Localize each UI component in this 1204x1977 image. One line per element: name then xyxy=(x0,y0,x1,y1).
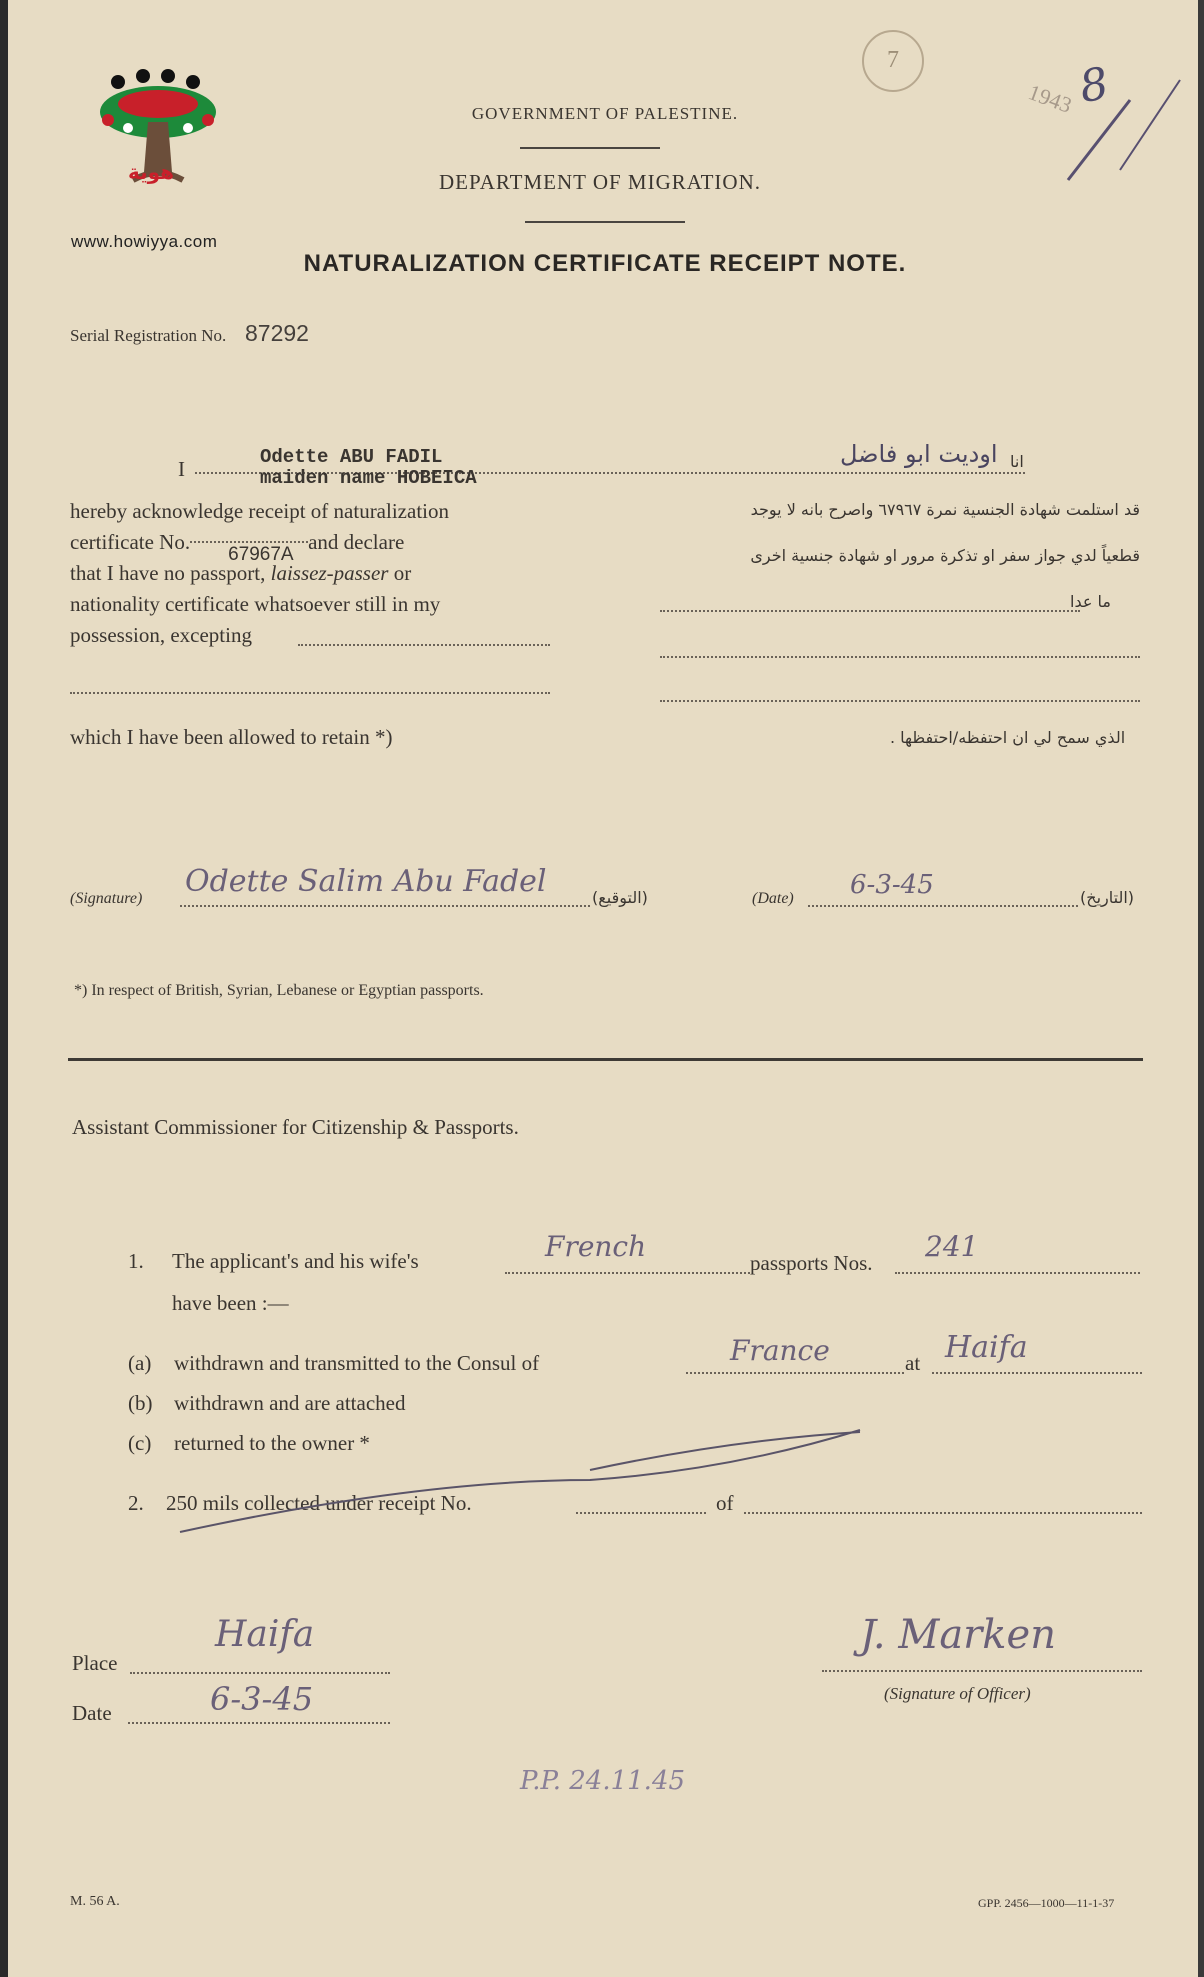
pp-note: P.P. 24.11.45 xyxy=(520,1766,686,1796)
signature-dotted-line xyxy=(180,905,590,907)
date-dotted-line xyxy=(808,905,1078,907)
serial-value: 87292 xyxy=(245,320,309,346)
commissioner-heading: Assistant Commissioner for Citizenship & Passports. xyxy=(72,1115,519,1139)
declaration-line-1: hereby acknowledge receipt of naturalization xyxy=(70,499,449,523)
item-2-number: 2. xyxy=(128,1491,144,1515)
arabic-line-1: قد استلمت شهادة الجنسية نمرة ٦٧٩٦٧ واصرح بانه لا يوجد xyxy=(750,500,1140,519)
declaration-line-3: that I have no passport, laissez-passer or xyxy=(70,561,412,585)
section-divider xyxy=(68,1058,1143,1061)
item-1-number: 1. xyxy=(128,1249,144,1273)
header-rule-1 xyxy=(520,147,660,149)
place-label: Place xyxy=(72,1651,118,1675)
circled-number: 7 xyxy=(862,30,924,92)
laissez-passer-term: laissez-passer xyxy=(270,561,389,585)
howiyya-logo xyxy=(71,62,228,251)
item-b-label: (b) xyxy=(128,1391,153,1415)
declaration-i: I xyxy=(178,457,185,481)
excepting-dotted-line-2 xyxy=(70,692,550,694)
footnote: *) In respect of British, Syrian, Lebanese or Egyptian passports. xyxy=(74,982,484,999)
logo-arabic-word: هوية xyxy=(128,160,175,184)
arabic-retain: الذي سمح لي ان احتفظه/احتفظها . xyxy=(890,728,1126,747)
declaration-line-4: nationality certificate whatsoever still in my xyxy=(70,592,441,616)
corner-scribble-icon xyxy=(1060,57,1200,190)
scan-edge-right xyxy=(1198,0,1204,1977)
item-c-text: returned to the owner * xyxy=(174,1431,370,1455)
cert-prefix: certificate No. xyxy=(70,530,191,554)
date-label: (Date) xyxy=(752,890,794,907)
item-2-of: of xyxy=(716,1491,734,1515)
item-c-label: (c) xyxy=(128,1431,152,1455)
arabic-dotted-1 xyxy=(660,610,1080,612)
bottom-date-dotted-line xyxy=(128,1722,390,1724)
certificate-number: 67967A xyxy=(228,544,294,565)
item-a-text: withdrawn and transmitted to the Consul of xyxy=(174,1351,540,1375)
item-a-at: at xyxy=(905,1351,921,1375)
arabic-line-2: قطعياً لدي جواز سفر او تذكرة مرور او شهادة جنسية اخرى xyxy=(750,546,1140,565)
bottom-date-label: Date xyxy=(72,1701,112,1725)
department-heading: DEPARTMENT OF MIGRATION. xyxy=(438,170,762,194)
date-label-ar: (التاريخ) xyxy=(1080,888,1135,907)
form-code: M. 56 A. xyxy=(70,1894,120,1909)
item-b-text: withdrawn and are attached xyxy=(174,1391,406,1415)
print-code: GPP. 2456—1000—11-1-37 xyxy=(978,1896,1115,1910)
declaration-line-5: possession, excepting xyxy=(70,623,252,647)
officer-label: (Signature of Officer) xyxy=(884,1684,1031,1703)
arabic-name-prefix: انا xyxy=(1010,452,1024,471)
corner-number-mark: 8 xyxy=(1075,57,1113,114)
header-rule-2 xyxy=(525,221,685,223)
item-1-dotted-b xyxy=(895,1272,1140,1274)
page-title: NATURALIZATION CERTIFICATE RECEIPT NOTE. xyxy=(303,250,907,277)
item-1-dotted-a xyxy=(505,1272,750,1274)
officer-dotted-line xyxy=(822,1670,1142,1672)
maiden-name: maiden name HOBEICA xyxy=(260,467,477,489)
excepting-dotted-line xyxy=(298,644,550,646)
declaration-line-2 xyxy=(70,527,550,565)
place-value: Haifa xyxy=(215,1614,315,1655)
consul-country: France xyxy=(730,1334,830,1367)
cert-suffix: and declare xyxy=(308,530,405,554)
officer-signature: J. Marken xyxy=(860,1612,1056,1658)
signature-label-ar: (التوقيع) xyxy=(592,888,648,907)
retain-line: which I have been allowed to retain *) xyxy=(70,725,393,749)
item-a-label: (a) xyxy=(128,1351,152,1375)
item-a-dotted-place xyxy=(932,1372,1142,1374)
arabic-dotted-3 xyxy=(660,700,1140,702)
arabic-dotted-2 xyxy=(660,656,1140,658)
signature-date: 6-3-45 xyxy=(850,870,934,900)
consul-place: Haifa xyxy=(945,1330,1028,1365)
stamp-mark: 1943 xyxy=(1025,79,1076,118)
item-1-line-2: have been :— xyxy=(172,1291,289,1315)
item-2-text: 250 mils collected under receipt No. xyxy=(166,1491,472,1515)
serial-label: Serial Registration No. xyxy=(70,326,227,345)
bottom-date-value: 6-3-45 xyxy=(210,1680,314,1718)
arabic-name: اوديت ابو فاضل xyxy=(840,440,998,468)
arabic-line-3: ما عدا xyxy=(1070,592,1111,611)
passport-numbers: 241 xyxy=(925,1230,979,1263)
applicant-signature: Odette Salim Abu Fadel xyxy=(185,864,547,899)
signature-label: (Signature) xyxy=(70,890,143,907)
scan-edge-left xyxy=(0,0,8,1977)
place-dotted-line xyxy=(130,1672,390,1674)
item-1-nationality: French xyxy=(545,1230,647,1263)
item-1-text-b: passports Nos. xyxy=(750,1251,873,1275)
item-a-dotted-country xyxy=(686,1372,904,1374)
logo-site-url[interactable]: www.howiyya.com xyxy=(71,232,218,251)
government-heading: GOVERNMENT OF PALESTINE. xyxy=(471,104,739,123)
applicant-name: Odette ABU FADIL xyxy=(260,446,443,468)
strike-through-line xyxy=(170,1420,870,1540)
item-1-text-a: The applicant's and his wife's xyxy=(172,1249,419,1273)
